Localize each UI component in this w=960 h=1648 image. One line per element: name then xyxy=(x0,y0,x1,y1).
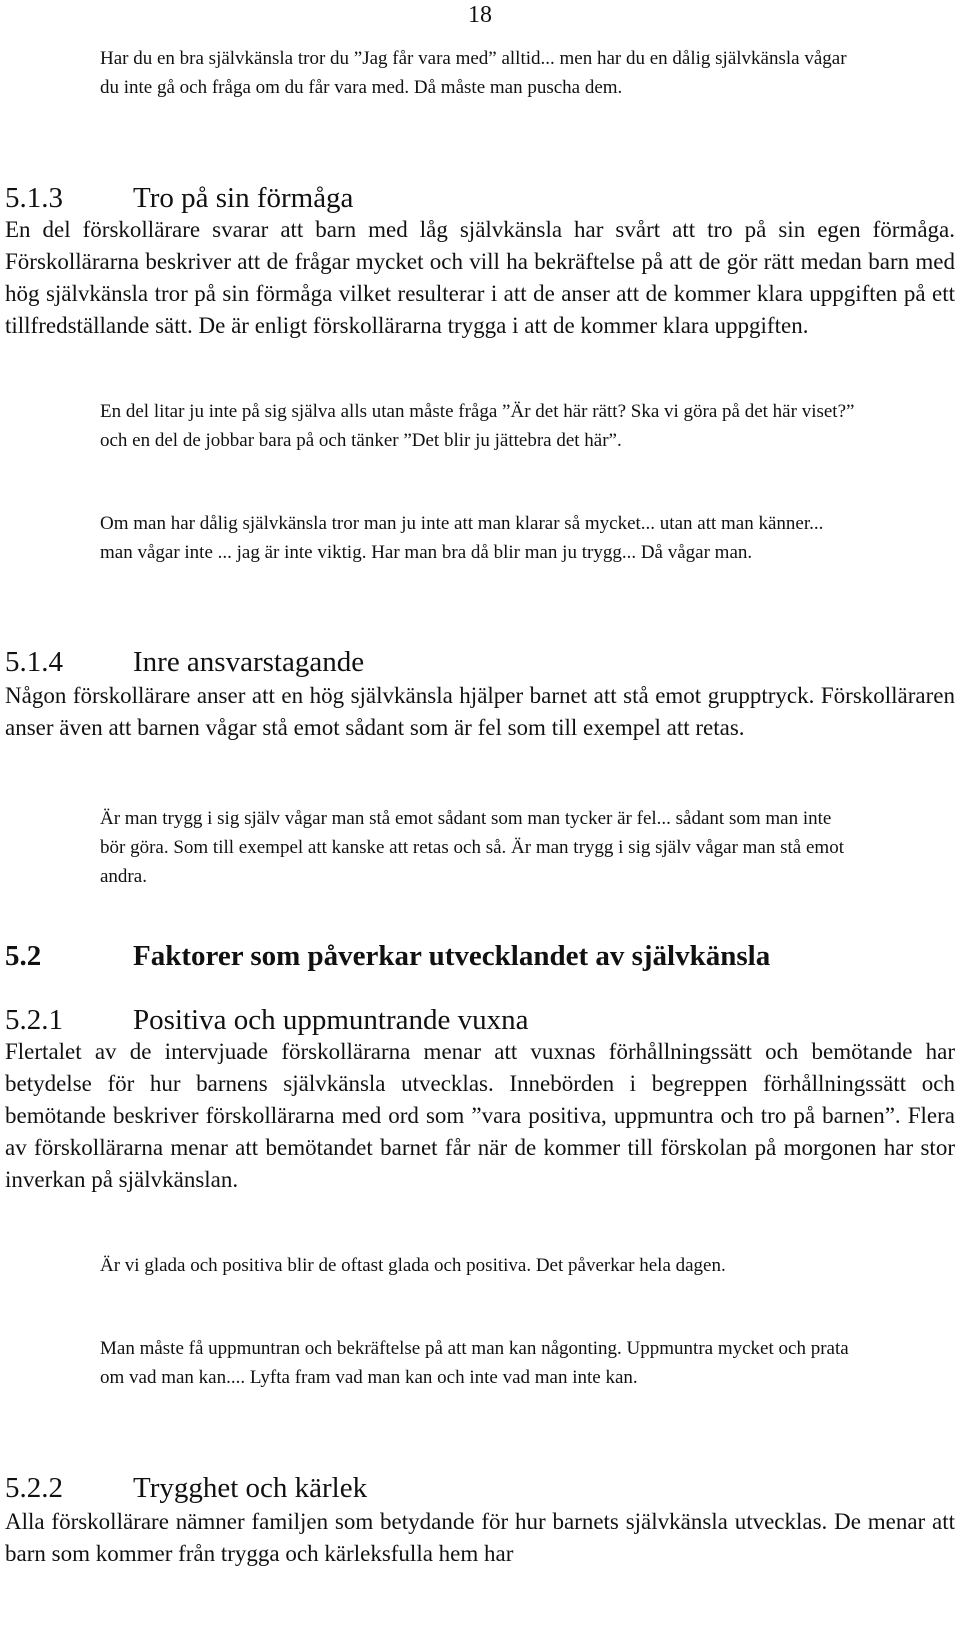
section-title: Faktorer som påverkar utvecklandet av självkänsla xyxy=(133,940,771,972)
page-number: 18 xyxy=(468,2,492,28)
section-number: 5.2 xyxy=(5,940,42,972)
section-heading-5-2-1 xyxy=(5,1004,528,1037)
section-number: 5.2.2 xyxy=(5,1472,63,1504)
section-heading-5-1-4 xyxy=(5,646,364,679)
interview-quote: Om man har dålig självkänsla tror man ju inte att man klarar så mycket... utan att man känner... man vågar inte ... jag är inte viktig. Har man bra då blir man ju trygg... Då vågar man. xyxy=(100,513,824,563)
interview-quote: En del litar ju inte på sig själva alls utan måste fråga ”Är det här rätt? Ska vi göra på det här viset?” och en del de jobbar bara på och tänker ”Det blir ju jättebra det här”. xyxy=(100,401,855,451)
section-title: Positiva och uppmuntrande vuxna xyxy=(133,1004,529,1036)
section-number: 5.1.4 xyxy=(5,646,63,678)
section-title: Tro på sin förmåga xyxy=(133,182,354,214)
body-paragraph: Flertalet av de intervjuade förskollärarna menar att vuxnas förhållningssätt och bemötande har betydelse för hur barnens självkänsla utvecklas. Innebörden i begreppen förhållningssätt och bemötande beskriver förskollärarna med ord som ”vara positiva, uppmuntra och tro på barnen”. Flera av förskollärarna menar att bemötandet barnet får när de kommer till förskolan på morgonen har stor inverkan på självkänslan. xyxy=(5,1039,955,1192)
body-paragraph: En del förskollärare svarar att barn med låg självkänsla har svårt att tro på sin egen förmåga. Förskollärarna beskriver att de frågar mycket och vill ha bekräftelse på att de gör rätt medan barn med hög självkänsla tror på sin förmåga vilket resulterar i att de anser att de kommer klara uppgiften på ett tillfredställande sätt. De är enligt förskollärarna trygga i att de kommer klara uppgiften. xyxy=(5,217,955,338)
interview-quote: Är man trygg i sig själv vågar man stå emot sådant som man tycker är fel... sådant som man inte bör göra. Som till exempel att kanske att retas och så. Är man trygg i sig själv vågar man stå emot andra. xyxy=(100,808,844,887)
section-heading-5-2 xyxy=(5,940,770,973)
section-title: Inre ansvarstagande xyxy=(133,646,365,678)
section-title: Trygghet och kärlek xyxy=(133,1472,368,1504)
section-number: 5.2.1 xyxy=(5,1004,63,1036)
section-heading-5-2-2 xyxy=(5,1472,367,1505)
body-paragraph: Alla förskollärare nämner familjen som betydande för hur barnets självkänsla utvecklas. De menar att barn som kommer från trygga och kärleksfulla hem har xyxy=(5,1509,955,1566)
body-paragraph: Någon förskollärare anser att en hög självkänsla hjälper barnet att stå emot grupptryck. Förskolläraren anser även att barnen vågar stå emot sådant som är fel som till exempel att retas. xyxy=(5,683,955,740)
section-number: 5.1.3 xyxy=(5,182,63,214)
section-heading-5-1-3 xyxy=(5,182,353,215)
interview-quote: Man måste få uppmuntran och bekräftelse på att man kan någonting. Uppmuntra mycket och prata om vad man kan.... Lyfta fram vad man kan och inte vad man inte kan. xyxy=(100,1338,849,1388)
interview-quote: Har du en bra självkänsla tror du ”Jag får vara med” alltid... men har du en dålig självkänsla vågar du inte gå och fråga om du får vara med. Då måste man puscha dem. xyxy=(100,48,847,98)
interview-quote: Är vi glada och positiva blir de oftast glada och positiva. Det påverkar hela dagen. xyxy=(100,1255,726,1276)
